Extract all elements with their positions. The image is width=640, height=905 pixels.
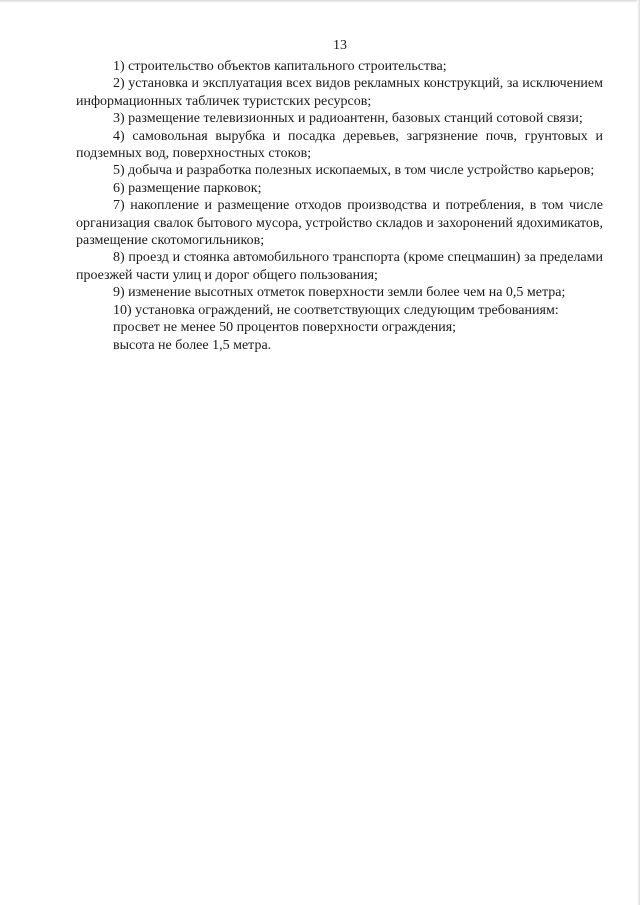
document-body — [76, 58, 603, 354]
list-item-8: 8) проезд и стоянка автомобильного транспорта (кроме спецмашин) за пределами проезжей части улиц и дорог общего пользования; — [76, 250, 603, 283]
list-item-2: 2) установка и эксплуатация всех видов рекламных конструкций, за исключением информационных табличек туристских ресурсов; — [76, 76, 603, 109]
list-item-5: 5) добыча и разработка полезных ископаемых, в том числе устройство карьеров; — [113, 163, 595, 179]
list-item-4: 4) самовольная вырубка и посадка деревьев, загрязнение почв, грунтовых и подземных вод, поверхностных стоков; — [76, 128, 603, 162]
requirement-height: высота не более 1,5 метра. — [113, 337, 272, 353]
requirement-clearance: просвет не менее 50 процентов поверхности ограждения; — [113, 320, 457, 336]
list-item-7: 7) накопление и размещение отходов производства и потребления, в том числе организация свалок бытового мусора, устройство складов и захоронений ядохимикатов, размещение скотомогильников; — [76, 198, 603, 249]
list-item-10: 10) установка ограждений, не соответствующих следующим требованиям: — [113, 302, 559, 318]
page-number: 13 — [333, 38, 347, 53]
scan-edge-top — [0, 0, 640, 3]
list-item-3: 3) размещение телевизионных и радиоантенн, базовых станций сотовой связи; — [113, 111, 583, 127]
list-item-1: 1) строительство объектов капитального строительства; — [113, 59, 447, 74]
list-item-6: 6) размещение парковок; — [113, 180, 262, 196]
list-item-9: 9) изменение высотных отметок поверхности земли более чем на 0,5 метра; — [113, 285, 566, 301]
